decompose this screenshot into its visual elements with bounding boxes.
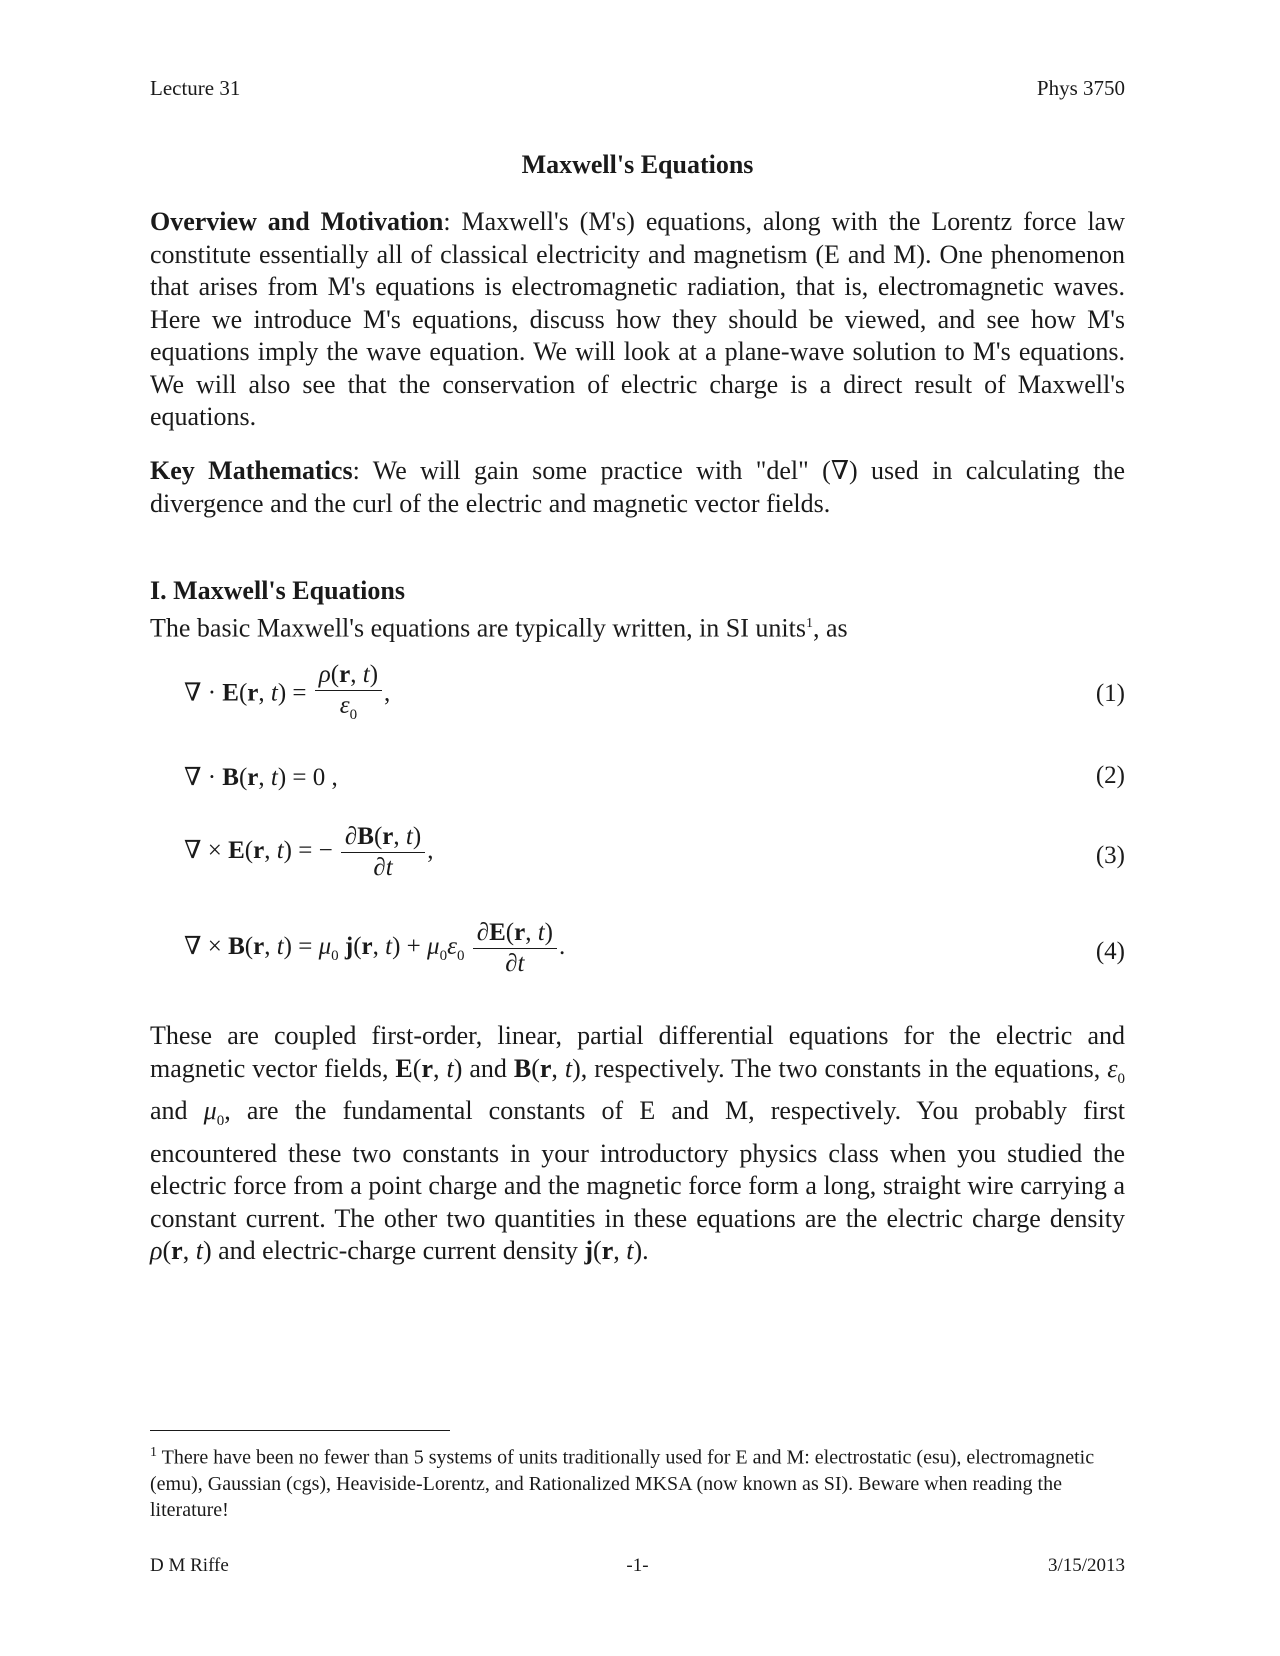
- overview-heading: Overview and Motivation: [150, 207, 444, 236]
- footnote-ref: 1: [805, 616, 813, 631]
- body-text-3: , respectively. The two constants in the equations,: [580, 1053, 1101, 1083]
- equation-1: [184, 660, 1125, 730]
- symbol-b-field: B(r, t): [513, 1053, 581, 1083]
- footnote-mark: 1: [150, 1445, 157, 1460]
- page-title: Maxwell's Equations: [521, 150, 754, 179]
- equation-2-expr: ∇ · B(r, t) = 0 ,: [184, 764, 338, 791]
- symbol-j: j(r, t): [584, 1236, 643, 1266]
- footnote-text: There have been no fewer than 5 systems of units traditionally used for E and M: electrostatic (esu), electromagnetic (emu), Gaussian (cgs), Heaviside-Lorentz, and Rationalized MKSA (now known as SI). Beware when reading the literature!: [150, 1446, 1095, 1521]
- section-intro-end: , as: [812, 613, 848, 643]
- equation-3: [184, 822, 1125, 892]
- document-page: [150, 0, 1125, 1656]
- keymath-heading: Key Mathematics: [150, 456, 353, 485]
- overview-paragraph: [150, 206, 1125, 434]
- equation-1-number: (1): [1095, 680, 1125, 707]
- symbol-mu0: $\mu_0$: [203, 1096, 225, 1130]
- body-text-1: These are coupled first-order, linear, partial differential equations for the electric and magnetic vector fields,: [150, 1021, 1125, 1083]
- section-intro-text: The basic Maxwell's equations are typically written, in SI units: [150, 613, 806, 643]
- footer-author: D M Riffe: [150, 1555, 229, 1576]
- body-text-4: and: [150, 1096, 188, 1126]
- footer-date: 3/15/2013: [1047, 1555, 1125, 1576]
- equation-4: [184, 918, 1125, 988]
- header-lecture: Lecture 31: [150, 76, 241, 100]
- overview-text: : Maxwell's (M's) equations, along with the Lorentz force law constitute essentially all of classical electricity and magnetism (E and M). One phenomenon that arises from M's equations is electromagnetic radiation, that is, electromagnetic waves. Here we introduce M's equations, discuss how they should be viewed, and see how M's equations imply the wave equation. We will look at a plane-wave solution to M's equations. We will also see that the conservation of electric charge is a direct result of Maxwell's equations.: [150, 207, 1125, 431]
- equation-3-number: (3): [1095, 842, 1125, 869]
- footnote-rule: [150, 1430, 450, 1431]
- footer-page-number: -1-: [626, 1555, 649, 1576]
- equation-2-number: (2): [1095, 762, 1125, 789]
- header-course: Phys 3750: [1036, 76, 1125, 100]
- symbol-e-field: E(r, t): [395, 1053, 463, 1083]
- keymath-paragraph: [150, 455, 1125, 520]
- footnote: [150, 1440, 1125, 1523]
- section-intro: [150, 608, 1125, 645]
- body-text-2: and: [469, 1053, 507, 1083]
- body-text-5: , are the fundamental constants of E and M, respectively. You probably first encountered these two constants in your introductory physics class when you studied the electric force from a point charge and the magnetic force form a long, straight wire carrying a constant current. The other two quantities in these equations are the electric charge density: [150, 1096, 1125, 1233]
- symbol-rho: ρ(r, t): [150, 1236, 212, 1266]
- body-paragraph: These are coupled first-order, linear, partial differential equations for the electric and magnetic vector fields, E(r, t) and B(r, t), respectively. The two constants in the equations, $\varepsilon_0$ and $\mu_0$, are the fundamental constants of E and M, respectively. You probably first encountered these two constants in your introductory physics class when you studied the electric force from a point charge and the magnetic force form a long, straight wire carrying a constant current. The other two quantities in these equations are the electric charge density ρ(r, t) and electric-charge current density j(r, t).: [150, 1021, 1126, 1266]
- equation-4-expr: ∇ × B(r, $t) = \mu_0$ j(r, $t) + \mu_0\varepsilon_0$ $\frac{\partial E(r, t)}{\partial t}$ .: [184, 919, 566, 977]
- keymath-text: : We will gain some practice with "del" (∇) used in calculating the divergence and the curl of the electric and magnetic vector fields.: [150, 456, 1125, 518]
- section-heading: I. Maxwell's Equations: [150, 576, 405, 605]
- equation-3-expr: ∇ × E(r, t) = − $\frac{\partial B(r, t)}{\partial t}$ ,: [184, 823, 434, 881]
- body-text-6: and electric-charge current density: [218, 1236, 578, 1266]
- equation-1-expr: ∇ · E(r, t) = $\frac{\rho(r, t)}{\varepsilon_0}$ ,: [184, 661, 391, 723]
- symbol-epsilon0: $\varepsilon_0$: [1107, 1053, 1126, 1087]
- equation-4-number: (4): [1095, 938, 1125, 965]
